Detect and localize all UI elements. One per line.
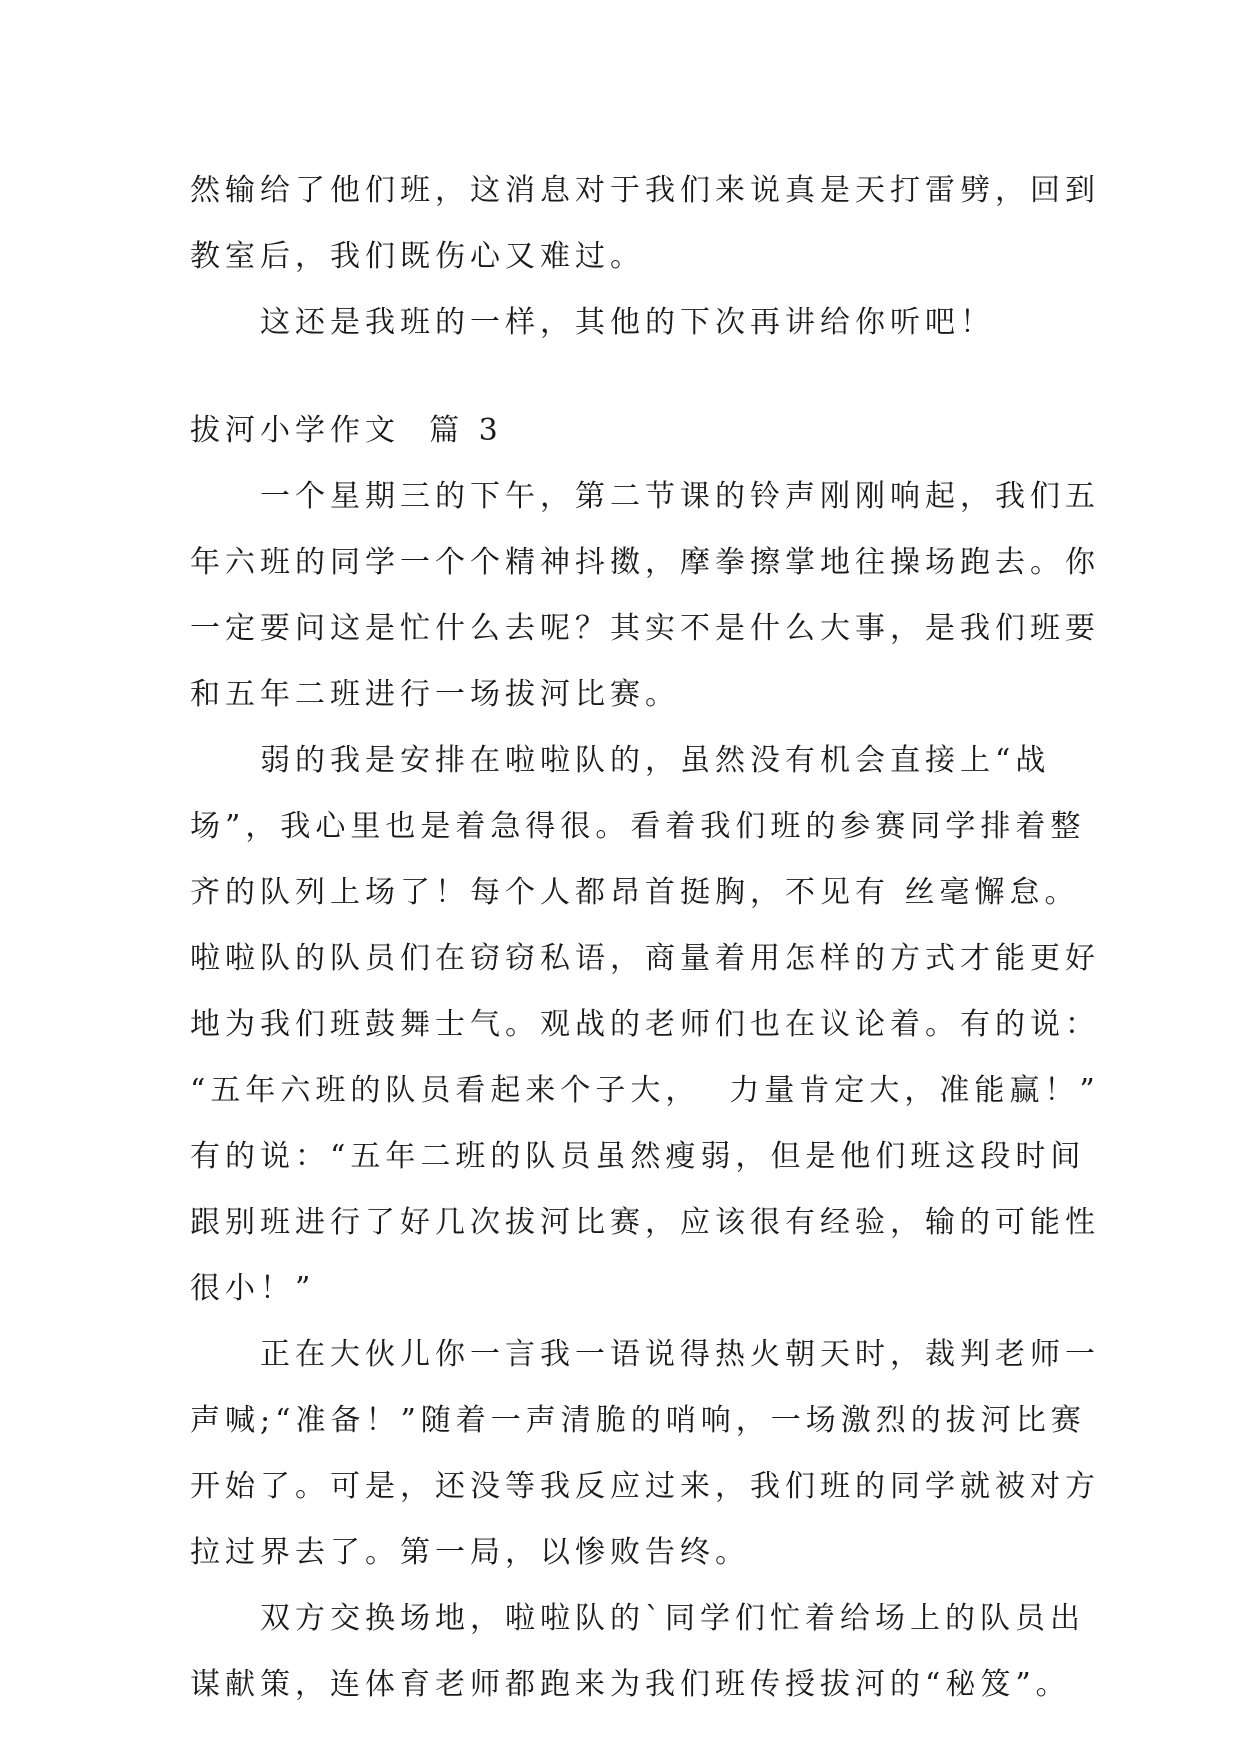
section-gap xyxy=(190,356,1050,398)
text-line: 和五年二班进行一场拔河比赛。 xyxy=(190,677,680,712)
text-line: 声喊;“准备！”随着一声清脆的哨响，一场激烈的拔河比赛 xyxy=(190,1403,1086,1438)
text-line: 啦啦队的队员们在窃窃私语，商量着用怎样的方式才能更好 xyxy=(190,941,1100,976)
text-line: 然输给了他们班，这消息对于我们来说真是天打雷劈，回到 xyxy=(190,173,1100,208)
heading-text: 拔河小学作文 篇 3 xyxy=(190,413,503,448)
text-line: 弱的我是安排在啦啦队的，虽然没有机会直接上“战 xyxy=(190,743,1051,778)
paragraph-3 xyxy=(190,1322,1100,1586)
text-line: 地为我们班鼓舞士气。观战的老师们也在议论着。有的说： xyxy=(190,1007,1100,1042)
text-line: 一个星期三的下午，第二节课的铃声刚刚响起，我们五 xyxy=(190,479,1100,514)
essay-body xyxy=(190,158,1100,1718)
text-line: 有的说：“五年二班的队员虽然瘦弱，但是他们班这段时间 xyxy=(190,1139,1086,1174)
text-line: 开始了。可是，还没等我反应过来，我们班的同学就被对方 xyxy=(190,1469,1100,1504)
text-line: 双方交换场地，啦啦队的`同学们忙着给场上的队员出 xyxy=(190,1601,1085,1636)
text-line: 跟别班进行了好几次拔河比赛，应该很有经验，输的可能性 xyxy=(190,1205,1100,1240)
text-line: 齐的队列上场了！每个人都昂首挺胸，不见有 丝毫懈怠。 xyxy=(190,875,1080,910)
text-line: 谋献策，连体育老师都跑来为我们班传授拔河的“秘笈”。 xyxy=(190,1667,1071,1702)
text-line: “五年六班的队员看起来个子大， 力量肯定大，准能赢！” xyxy=(190,1073,1100,1108)
text-line: 一定要问这是忙什么去呢？其实不是什么大事，是我们班要 xyxy=(190,611,1100,646)
text-line: 拉过界去了。第一局，以惨败告终。 xyxy=(190,1535,750,1570)
text-line: 场”，我心里也是着急得很。看着我们班的参赛同学排着整 xyxy=(190,809,1086,844)
paragraph-4 xyxy=(190,1586,1085,1718)
section-heading xyxy=(190,398,1050,464)
text-line: 正在大伙儿你一言我一语说得热火朝天时，裁判老师一 xyxy=(190,1337,1100,1372)
text-line: 年六班的同学一个个精神抖擞，摩拳擦掌地往操场跑去。你 xyxy=(190,545,1100,580)
paragraph-1 xyxy=(190,464,1100,728)
text-line: 很小！” xyxy=(190,1271,316,1306)
text-line: 这还是我班的一样，其他的下次再讲给你听吧！ xyxy=(190,305,995,340)
continued-paragraph xyxy=(190,158,1100,290)
closing-paragraph xyxy=(190,290,1050,356)
paragraph-2 xyxy=(190,728,1100,1322)
text-line: 教室后，我们既伤心又难过。 xyxy=(190,239,645,274)
